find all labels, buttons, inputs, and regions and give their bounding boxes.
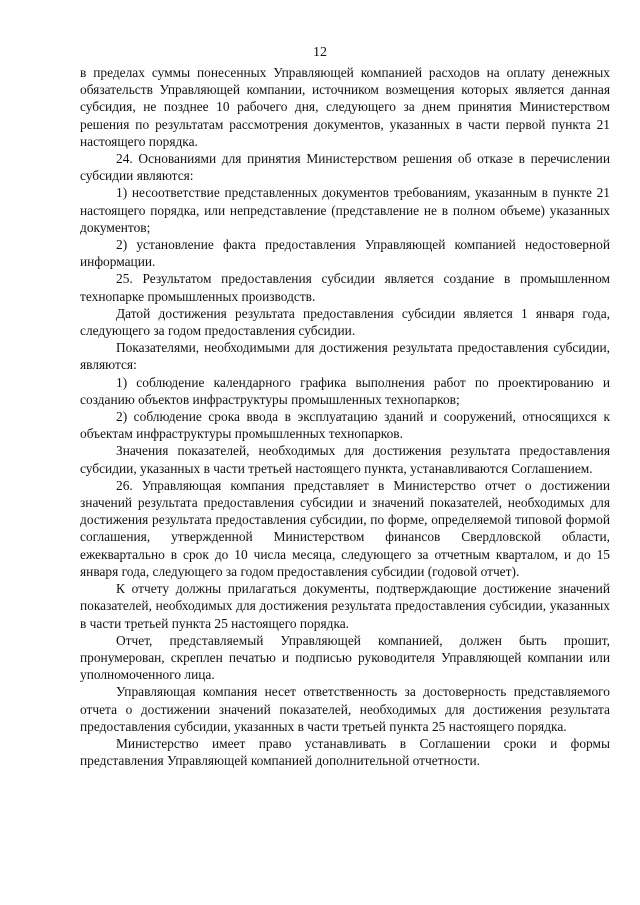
paragraph-continuation: в пределах суммы понесенных Управляющей компанией расходов на оплату денежных обязательств Управляющей компании, источником возмещения которых является данная субсидия, не позднее 10 рабочего дня, следующего за днем принятия Министерством решения по результатам рассмотрения документов, указанных в части первой пункта 21 настоящего порядка.	[80, 65, 610, 149]
paragraph-result-date: Датой достижения результата предоставления субсидии является 1 января года, следующего за годом предоставления субсидии.	[80, 305, 610, 339]
document-body	[80, 64, 610, 769]
paragraph-report-documents: К отчету должны прилагаться документы, подтверждающие достижение значений показателей, необходимых для достижения результата предоставления субсидии, указанных в части третьей пункта 25 настоящего порядка.	[80, 581, 610, 631]
page-number: 12	[313, 45, 327, 60]
paragraph-report-responsibility: Управляющая компания несет ответственность за достоверность представляемого отчета о достижении значений показателей, необходимых для достижения результата предоставления субсидии, указанных в части третьей пункта 25 настоящего порядка.	[80, 684, 610, 734]
paragraph-item-24: 24. Основаниями для принятия Министерством решения об отказе в перечислении субсидии являются:	[80, 151, 610, 184]
paragraph-indicators: Показателями, необходимыми для достижения результата предоставления субсидии, являются:	[80, 340, 610, 373]
paragraph-item-25: 25. Результатом предоставления субсидии является создание в промышленном технопарке промышленных производств.	[80, 271, 610, 304]
paragraph-indicator-values: Значения показателей, необходимых для достижения результата предоставления субсидии, указанных в части третьей настоящего пункта, устанавливаются Соглашением.	[80, 443, 610, 476]
paragraph-item-24-2: 2) установление факта предоставления Управляющей компанией недостоверной информации.	[80, 237, 610, 270]
paragraph-item-26: 26. Управляющая компания представляет в Министерство отчет о достижении значений результата предоставления субсидии и значений показателей, необходимых для достижения результата предоставления субсидии, по форме, определяемой типовой формой соглашения, утвержденной Министерством финансов Свердловской области, ежеквартально в срок до 10 числа месяца, следующего за отчетным кварталом, и до 15 января года, следующего за годом предоставления субсидии (годовой отчет).	[80, 477, 610, 579]
paragraph-additional-reporting: Министерство имеет право устанавливать в Соглашении сроки и формы представления Управляющей компанией дополнительной отчетности.	[80, 735, 610, 769]
paragraph-indicator-2: 2) соблюдение срока ввода в эксплуатацию зданий и сооружений, относящихся к объектам инфраструктуры промышленных технопарков.	[80, 409, 610, 442]
paragraph-item-24-1: 1) несоответствие представленных документов требованиям, указанным в пункте 21 настоящего порядка, или непредставление (представление не в полном объеме) указанных документов;	[80, 185, 610, 235]
paragraph-indicator-1: 1) соблюдение календарного графика выполнения работ по проектированию и созданию объектов инфраструктуры промышленных технопарков;	[80, 374, 610, 407]
paragraph-report-format: Отчет, представляемый Управляющей компанией, должен быть прошит, пронумерован, скреплен печатью и подписью руководителя Управляющей компании или уполномоченного лица.	[80, 632, 610, 683]
